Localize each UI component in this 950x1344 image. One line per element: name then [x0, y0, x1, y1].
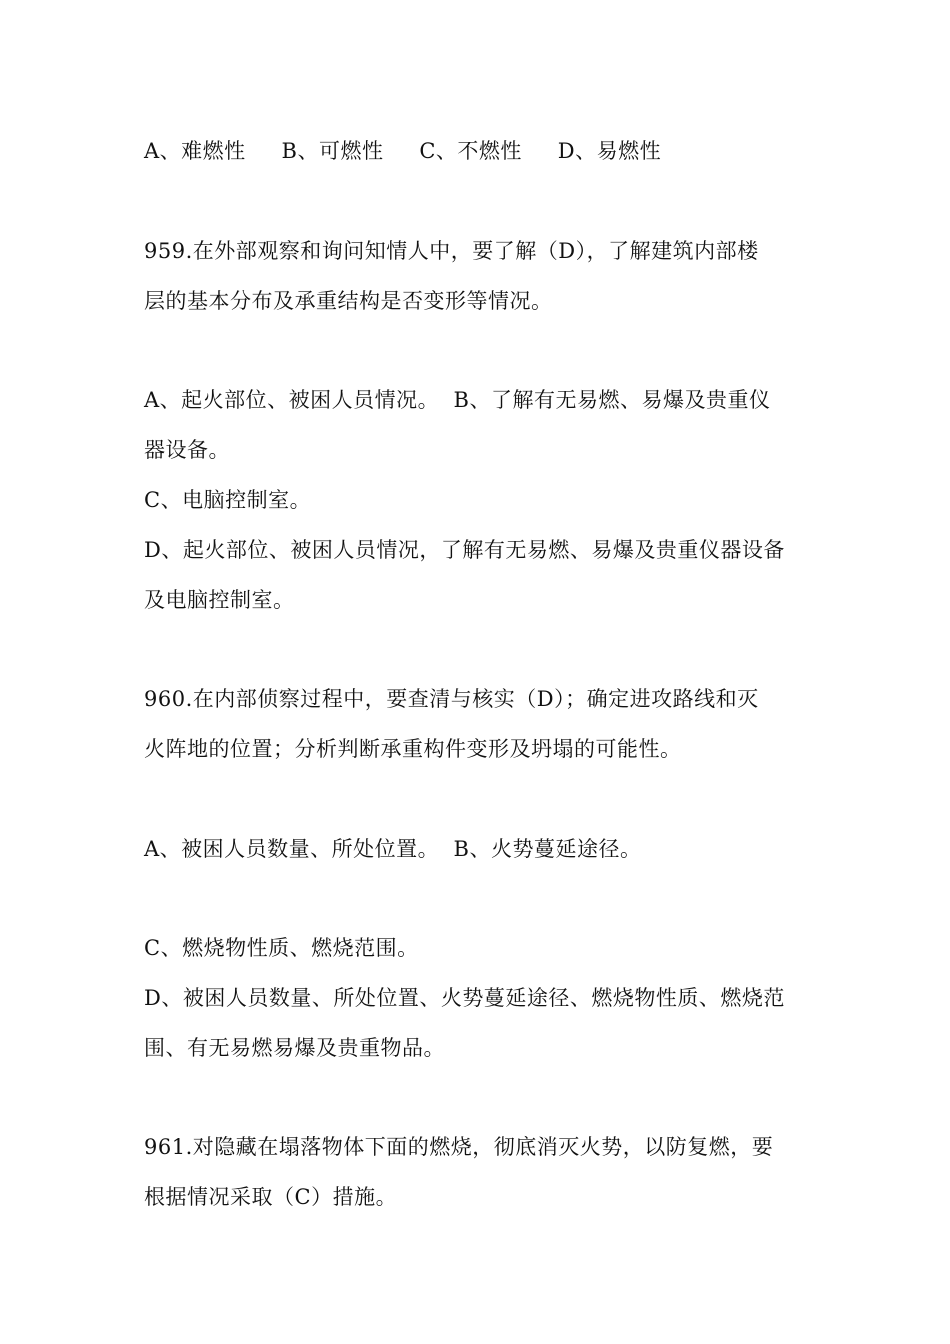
q959-option-d: D、起火部位、被困人员情况，了解有无易燃、易爆及贵重仪器设备 [144, 538, 785, 562]
q961-stem-line-2: 根据情况采取（C）措施。 [144, 1185, 398, 1209]
q960-option-d-cont: 围、有无易燃易爆及贵重物品。 [144, 1036, 445, 1060]
q960-option-c: C、燃烧物性质、燃烧范围。 [144, 936, 419, 960]
q961-stem-line-1: 961.对隐藏在塌落物体下面的燃烧，彻底消灭火势，以防复燃，要 [144, 1135, 774, 1159]
q960-option-d: D、被困人员数量、所处位置、火势蔓延途径、燃烧物性质、燃烧范 [144, 986, 785, 1010]
q959-option-d-cont: 及电脑控制室。 [144, 588, 295, 612]
q960-option-a-b: A、被困人员数量、所处位置。 B、火势蔓延途径。 [144, 837, 642, 861]
q959-option-a-b: A、起火部位、被困人员情况。 B、了解有无易燃、易爆及贵重仪 [144, 388, 771, 412]
q960-stem-line-2: 火阵地的位置；分析判断承重构件变形及坍塌的可能性。 [144, 737, 682, 761]
q960-stem-line-1: 960.在内部侦察过程中，要查清与核实（D）；确定进攻路线和灭 [144, 687, 759, 711]
q958-options: A、难燃性 B、可燃性 C、不燃性 D、易燃性 [144, 139, 662, 163]
q959-option-c: C、电脑控制室。 [144, 488, 312, 512]
q959-option-b-cont: 器设备。 [144, 438, 230, 462]
q959-stem-line-1: 959.在外部观察和询问知情人中，要了解（D），了解建筑内部楼 [144, 239, 759, 263]
q959-stem-line-2: 层的基本分布及承重结构是否变形等情况。 [144, 289, 553, 313]
